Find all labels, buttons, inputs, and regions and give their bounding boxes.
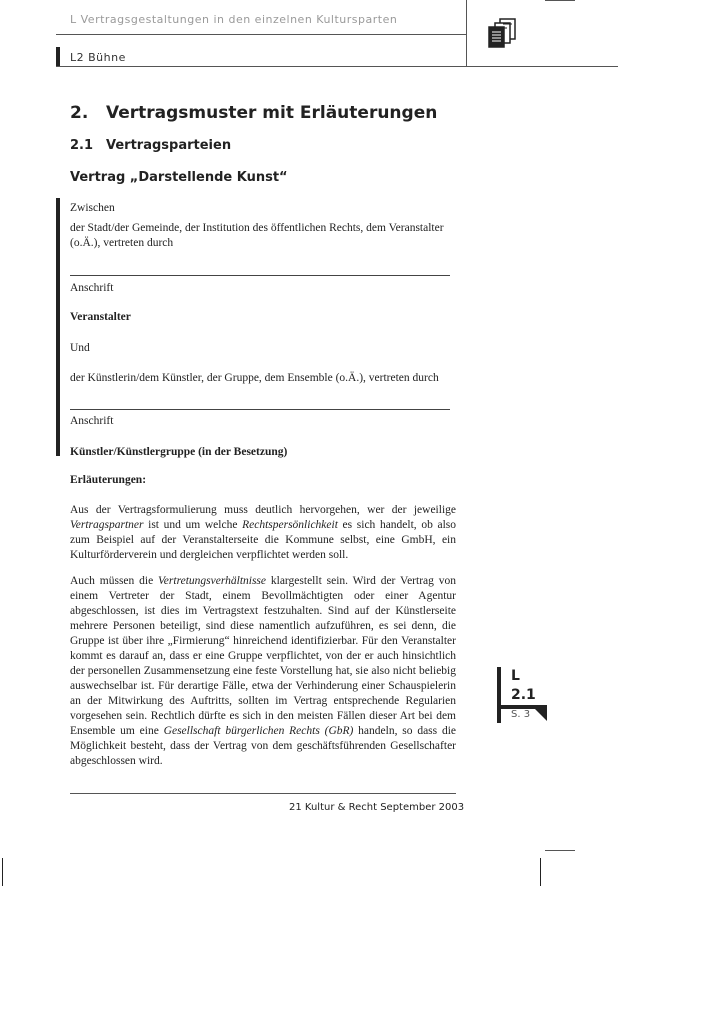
paragraph-1-text-3: es sich handelt, ob also zum Beispiel auf der Veranstalterseite die Kommune selbst, eine GmbH, ein Kulturförderverein und dergleichen verpflichtet werden soll. bbox=[70, 519, 456, 561]
form-between: Zwischen bbox=[70, 202, 115, 214]
section-marker-number: 2.1 bbox=[511, 687, 536, 703]
form-party1: der Stadt/der Gemeinde, der Institution des öffentlichen Rechts, dem Veranstalter (o.Ä.), vertreten durch bbox=[70, 222, 444, 249]
header-vertical-rule bbox=[466, 0, 467, 66]
section-marker-bar bbox=[497, 667, 547, 705]
form-artist: Künstler/Künstlergruppe (in der Besetzung) bbox=[70, 446, 288, 458]
chapter-header: L Vertragsgestaltungen in den einzelnen Kultursparten bbox=[70, 13, 398, 26]
paragraph-1-italic-2: Rechtspersönlichkeit bbox=[242, 519, 338, 531]
form-blank-line-1 bbox=[70, 275, 450, 276]
footer-text: 21 Kultur & Recht September 2003 bbox=[289, 802, 465, 813]
form-address1: Anschrift bbox=[70, 282, 114, 294]
top-right-crop-mark bbox=[545, 0, 575, 1]
form-organizer: Veranstalter bbox=[70, 311, 131, 323]
form-margin-bar bbox=[56, 198, 60, 456]
heading-2-number: 2. bbox=[70, 103, 89, 123]
section-marker-slant bbox=[497, 705, 547, 723]
form-blank-line-2 bbox=[70, 409, 450, 410]
paragraph-1-italic-1: Vertragspartner bbox=[70, 519, 144, 531]
bottom-right-crop-mark bbox=[545, 850, 575, 851]
heading-3-title: Vertragsparteien bbox=[106, 138, 232, 153]
paragraph-2-italic-1: Vertretungsverhältnisse bbox=[158, 575, 267, 587]
heading-2-title: Vertragsmuster mit Erläuterungen bbox=[106, 103, 438, 123]
heading-3 bbox=[70, 138, 231, 153]
footer-rule bbox=[70, 793, 456, 794]
paragraph-1-text-1: Aus der Vertragsformulierung muss deutlich hervorgehen, wer der jeweilige bbox=[70, 504, 456, 516]
paragraph-2-italic-2: Gesellschaft bürgerlichen Rechts (GbR) bbox=[163, 725, 354, 737]
explanations-title: Erläuterungen: bbox=[70, 474, 147, 486]
paragraph-2-text-3: handeln, so dass die Möglichkeit besteht, dass der Vertrag von dem geschäftsführenden Gesellschafter abgeschlossen wird. bbox=[70, 725, 457, 767]
header-divider bbox=[56, 34, 466, 35]
contract-title: Vertrag „Darstellende Kunst“ bbox=[70, 170, 288, 185]
header-rule bbox=[56, 66, 618, 67]
paragraph-1-text-2: ist und um welche bbox=[143, 519, 243, 531]
section-marker-letter: L bbox=[511, 668, 520, 684]
paragraph-2-text-1: Auch müssen die bbox=[70, 575, 159, 587]
documents-icon bbox=[486, 18, 522, 52]
paragraph-2-text-2: klargestellt sein. Wird der Vertrag von einem Vertreter der Stadt, einem Bevollmächtigten oder einer Agentur abgeschlossen, ist dies im Vertragstext festzuhalten. Sind auf der Künstlerseite mehrere Personen beteiligt, sind diese namentlich aufzuführen, es sei denn, die Gruppe ist über ihre „Firmierung“ hinreichend identifizierbar. Für den Veranstalter kommt es darauf an, dass er eine Gruppe verpflichtet, von der er auch hinsichtlich der personellen Zusammensetzung eine feste Vorstellung hat, sie also nicht beliebig auswechselbar ist. Für derartige Fälle, etwa der Verhinderung einer Schauspielerin an der Mitwirkung des Auftritts, sollten im Vertrag entsprechende Regularien vorgesehen sein. Rechtlich dürfte es sich in den meisten Fällen dieser Art bei dem Ensemble um eine bbox=[70, 575, 456, 737]
section-header: L2 Bühne bbox=[70, 51, 126, 64]
section-header-bar bbox=[56, 47, 60, 66]
bottom-right-vertical-crop-mark bbox=[540, 858, 541, 886]
section-marker-page: S. 3 bbox=[497, 705, 547, 724]
heading-3-number: 2.1 bbox=[70, 138, 94, 153]
form-and: Und bbox=[70, 342, 90, 354]
paragraph-1 bbox=[70, 503, 456, 563]
bottom-left-crop-mark bbox=[2, 858, 3, 886]
form-address2: Anschrift bbox=[70, 415, 114, 427]
form-party2: der Künstlerin/dem Künstler, der Gruppe, dem Ensemble (o.Ä.), vertreten durch bbox=[70, 372, 439, 384]
paragraph-2 bbox=[70, 574, 456, 769]
heading-2 bbox=[70, 103, 437, 123]
